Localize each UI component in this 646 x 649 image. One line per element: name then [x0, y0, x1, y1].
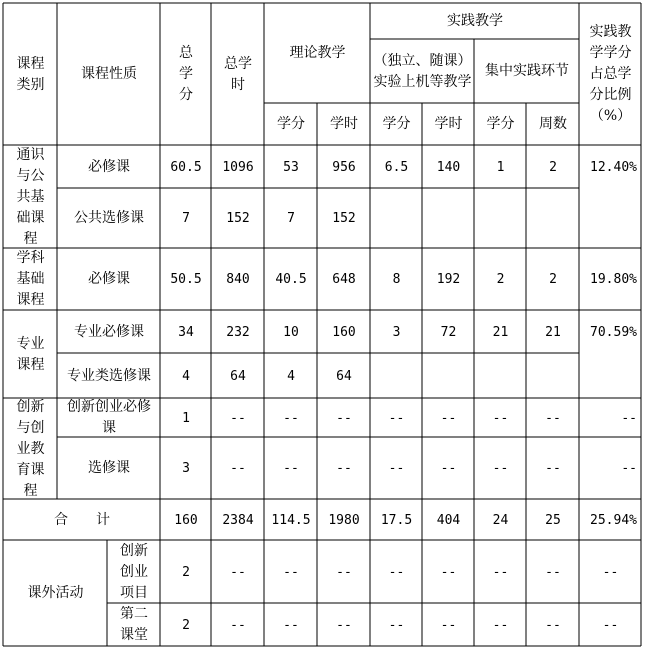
conc-credits-cell	[475, 354, 526, 398]
lab-credits-cell: --	[388, 410, 405, 426]
extra-ratio: --	[602, 564, 619, 580]
extra-label: 课外活动	[27, 585, 84, 601]
lab-hours-cell	[423, 189, 474, 248]
extra-lab-hours: --	[440, 564, 457, 580]
header-lab-hours: 学时	[434, 116, 463, 132]
conc-credits-cell: 2	[496, 272, 505, 287]
total-hours-cell: 152	[226, 211, 250, 226]
lab-hours-cell: 140	[436, 159, 461, 175]
total-theory-credits: 114.5	[271, 512, 311, 528]
total-credits-cell: 34	[178, 324, 194, 340]
theory-hours-cell: 648	[332, 272, 356, 287]
conc-credits-cell: --	[492, 410, 509, 426]
extra-conc-weeks: --	[545, 564, 561, 580]
total-credits-cell: 7	[182, 211, 190, 226]
header-nature: 课程性质	[81, 66, 137, 82]
conc-weeks-cell: 2	[549, 272, 557, 287]
total-ratio: 25.94%	[590, 512, 637, 528]
ratio-cell	[580, 354, 641, 398]
total-credits-cell: 60.5	[170, 159, 202, 175]
theory-credits-cell: 40.5	[275, 272, 307, 287]
course-nature: 专业类选修课	[67, 367, 151, 384]
total-credits-cell: 50.5	[170, 272, 202, 287]
ratio-cell: 70.59%	[590, 324, 637, 340]
header-practice: 实践教学	[447, 13, 503, 29]
total-conc-weeks: 25	[545, 512, 561, 528]
conc-credits-cell: --	[492, 461, 509, 476]
total-credits-cell: 3	[182, 461, 190, 476]
theory-credits-cell: 53	[283, 159, 299, 175]
theory-hours-cell: 160	[332, 324, 356, 340]
lab-credits-cell: 8	[392, 272, 401, 287]
header-conc-weeks: 周数	[539, 116, 567, 132]
theory-hours-cell: 64	[336, 368, 352, 384]
total-credits-cell: 4	[182, 368, 190, 384]
theory-credits-cell: 10	[283, 324, 299, 340]
theory-hours-cell: --	[336, 461, 352, 476]
total-hours-cell: --	[230, 461, 246, 476]
ratio-cell: 19.80%	[590, 272, 637, 287]
theory-credits-cell: --	[283, 461, 299, 476]
total-lab-credits: 17.5	[380, 512, 413, 528]
lab-credits-cell	[371, 354, 422, 398]
lab-credits-cell: --	[388, 461, 405, 476]
conc-weeks-cell	[527, 354, 579, 398]
total-hours-cell: 64	[230, 368, 246, 384]
total-hours-cell: 840	[226, 272, 250, 287]
theory-hours-cell: --	[336, 410, 352, 426]
lab-credits-cell	[371, 189, 422, 248]
extra-conc-credits: --	[492, 564, 509, 580]
total-hours-cell: 1096	[222, 159, 254, 175]
lab-hours-cell: 192	[436, 272, 461, 287]
header-theory-hours: 学时	[330, 116, 358, 132]
extra-theory-credits: --	[283, 564, 299, 580]
extra-conc-weeks: --	[545, 617, 561, 633]
extra-activity-name: 第二课堂	[120, 606, 148, 643]
header-lab-credits: 学分	[382, 116, 411, 132]
total-total-hours: 2384	[222, 512, 254, 528]
theory-credits-cell: --	[283, 410, 299, 426]
extra-theory-credits: --	[283, 617, 299, 633]
conc-credits-cell: 1	[496, 159, 505, 175]
extra-lab-credits: --	[388, 564, 405, 580]
total-theory-hours: 1980	[328, 512, 360, 528]
total-credits-cell: 1	[182, 410, 190, 426]
category-general: 通识与公共基础课程	[16, 146, 45, 247]
header-conc-credits: 学分	[486, 116, 515, 132]
conc-credits-cell: 21	[492, 324, 509, 340]
category-innovation: 创新与创业教育课程	[16, 398, 45, 499]
category-discipline: 学科基础课程	[16, 250, 45, 308]
total-hours-cell: --	[230, 410, 246, 426]
conc-weeks-cell: 2	[549, 159, 557, 175]
extra-lab-hours: --	[440, 617, 457, 633]
total-conc-credits: 24	[492, 512, 509, 528]
header-lab: （独立、随课）实验上机等教学	[373, 52, 472, 90]
header-category: 课程类别	[16, 55, 45, 93]
extra-ratio: --	[602, 617, 619, 633]
conc-credits-cell	[475, 189, 526, 248]
ratio-cell: 12.40%	[590, 159, 637, 175]
conc-weeks-cell	[527, 189, 579, 248]
course-nature: 专业必修课	[74, 323, 144, 340]
lab-hours-cell: 72	[440, 324, 457, 340]
lab-credits-cell: 6.5	[384, 159, 409, 175]
extra-activity-name: 创新创业项目	[120, 542, 148, 601]
header-ratio: 实践教学学分占总学分比例（%）	[589, 24, 632, 124]
conc-weeks-cell: 21	[545, 324, 561, 340]
course-nature: 公共选修课	[74, 210, 144, 226]
extra-theory-hours: --	[336, 617, 352, 633]
course-nature: 必修课	[88, 271, 130, 287]
theory-credits-cell: 7	[287, 211, 295, 226]
extra-total-credits: 2	[182, 617, 190, 633]
course-nature: 选修课	[88, 460, 130, 476]
lab-hours-cell: --	[440, 410, 457, 426]
conc-weeks-cell: --	[545, 461, 561, 476]
theory-hours-cell: 152	[332, 211, 356, 226]
total-total-credits: 160	[174, 512, 198, 528]
theory-hours-cell: 956	[332, 159, 356, 175]
header-total-hours: 总学时	[224, 55, 252, 93]
extra-total-credits: 2	[182, 564, 190, 580]
conc-weeks-cell: --	[545, 410, 561, 426]
lab-hours-cell	[423, 354, 474, 398]
lab-credits-cell: 3	[392, 324, 401, 340]
header-theory: 理论教学	[289, 45, 346, 61]
extra-lab-credits: --	[388, 617, 405, 633]
header-concentrated: 集中实践环节	[485, 63, 569, 79]
header-theory-credits: 学分	[277, 116, 305, 132]
total-hours-cell: 232	[226, 324, 250, 340]
course-nature: 必修课	[88, 158, 130, 175]
extra-total-hours: --	[230, 564, 246, 580]
extra-total-hours: --	[230, 617, 246, 633]
lab-hours-cell: --	[440, 461, 457, 476]
total-lab-hours: 404	[436, 512, 461, 528]
total-label: 合 计	[54, 511, 110, 528]
ratio-cell	[580, 189, 641, 248]
extra-conc-credits: --	[492, 617, 509, 633]
ratio-cell: --	[621, 461, 637, 476]
ratio-cell: --	[621, 410, 637, 426]
theory-credits-cell: 4	[287, 368, 295, 384]
category-major: 专业课程	[16, 335, 45, 373]
extra-theory-hours: --	[336, 564, 352, 580]
header-total-credits: 总学分	[179, 45, 193, 103]
course-nature: 创新创业必修课	[67, 399, 151, 436]
